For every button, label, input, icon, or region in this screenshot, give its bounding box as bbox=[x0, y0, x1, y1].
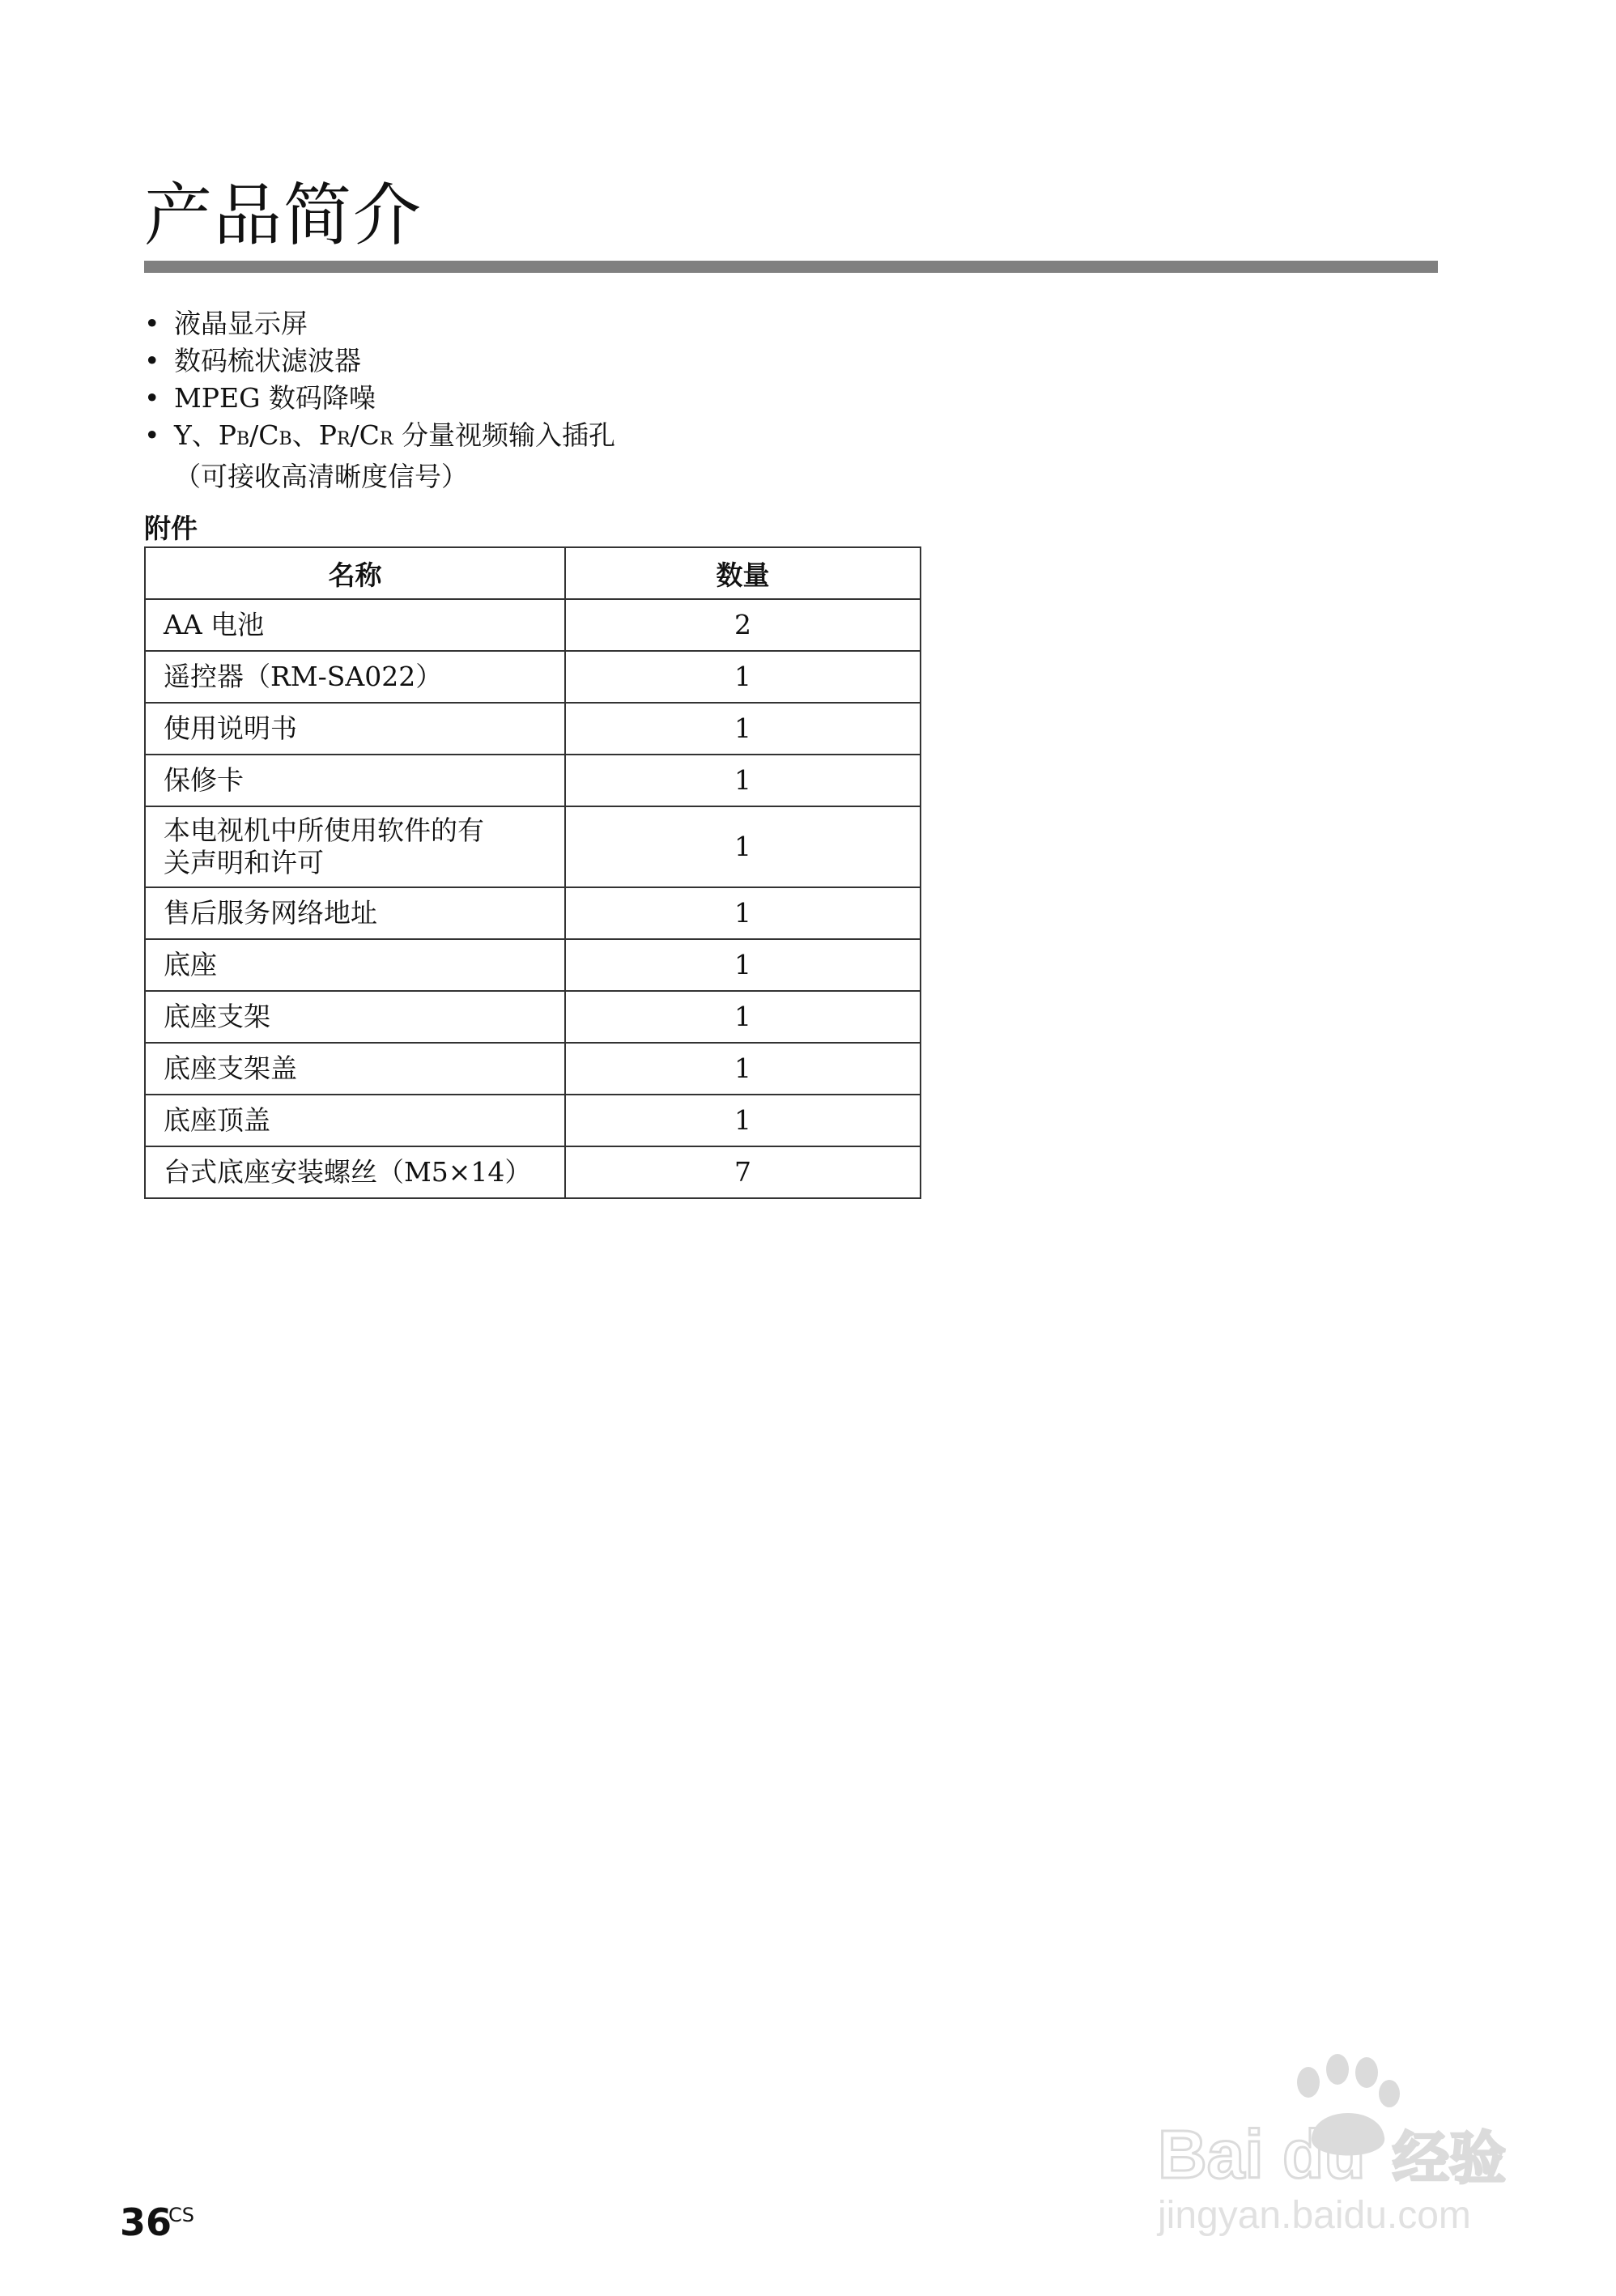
list-item: • 数码梳状滤波器 bbox=[144, 342, 615, 380]
item-qty: 7 bbox=[565, 1146, 921, 1198]
bullet-icon: • bbox=[144, 308, 160, 339]
item-name: AA 电池 bbox=[145, 599, 565, 651]
item-qty: 1 bbox=[565, 1095, 921, 1146]
list-item: • MPEG 数码降噪 bbox=[144, 380, 615, 417]
page-title: 产品简介 bbox=[144, 176, 423, 256]
item-name: 遥控器（RM-SA022） bbox=[145, 651, 565, 703]
table-row bbox=[145, 1095, 921, 1146]
item-qty: 1 bbox=[565, 651, 921, 703]
page-number: 36 bbox=[120, 2200, 172, 2244]
page-language-code: CS bbox=[168, 2204, 194, 2226]
svg-text:Bai du: Bai du bbox=[1158, 2116, 1366, 2192]
table-row bbox=[145, 887, 921, 939]
bullet-icon: • bbox=[144, 382, 160, 414]
bullet-icon: • bbox=[144, 345, 160, 376]
svg-text:经验: 经验 bbox=[1393, 2125, 1506, 2192]
item-qty: 1 bbox=[565, 887, 921, 939]
item-qty: 2 bbox=[565, 599, 921, 651]
table-row bbox=[145, 703, 921, 755]
item-name: 底座支架盖 bbox=[145, 1043, 565, 1095]
list-item-note: （可接收高清晰度信号） bbox=[174, 461, 468, 492]
baidu-watermark-logo bbox=[1150, 2040, 1538, 2243]
item-qty: 1 bbox=[565, 755, 921, 806]
item-name: 售后服务网络地址 bbox=[145, 887, 565, 939]
table-row bbox=[145, 599, 921, 651]
feature-list bbox=[144, 305, 615, 495]
item-name: 底座顶盖 bbox=[145, 1095, 565, 1146]
item-qty: 1 bbox=[565, 991, 921, 1043]
component-input-text: Y、PB/CB、PR/CR 分量视频输入插孔 bbox=[174, 419, 615, 451]
item-name: 台式底座安装螺丝（M5×14） bbox=[145, 1146, 565, 1198]
item-qty: 1 bbox=[565, 703, 921, 755]
item-name: 底座支架 bbox=[145, 991, 565, 1043]
table-header-row bbox=[145, 547, 921, 599]
table-row bbox=[145, 1146, 921, 1198]
table-row bbox=[145, 991, 921, 1043]
table-row bbox=[145, 755, 921, 806]
accessories-heading: 附件 bbox=[144, 512, 198, 544]
table-row bbox=[145, 939, 921, 991]
column-header-name: 名称 bbox=[145, 547, 565, 599]
svg-text:jingyan.baidu.com: jingyan.baidu.com bbox=[1158, 2194, 1471, 2237]
item-name: 保修卡 bbox=[145, 755, 565, 806]
accessories-table bbox=[144, 546, 921, 1199]
item-name: 使用说明书 bbox=[145, 703, 565, 755]
bullet-icon: • bbox=[144, 419, 160, 451]
item-qty: 1 bbox=[565, 1043, 921, 1095]
table-row bbox=[145, 806, 921, 887]
title-divider bbox=[144, 261, 1438, 273]
item-name: 底座 bbox=[145, 939, 565, 991]
item-name: 本电视机中所使用软件的有 关声明和许可 bbox=[145, 806, 565, 887]
list-item: • 液晶显示屏 bbox=[144, 305, 615, 342]
item-qty: 1 bbox=[565, 806, 921, 887]
table-row bbox=[145, 651, 921, 703]
list-item bbox=[144, 417, 615, 495]
table-row bbox=[145, 1043, 921, 1095]
item-qty: 1 bbox=[565, 939, 921, 991]
column-header-qty: 数量 bbox=[565, 547, 921, 599]
